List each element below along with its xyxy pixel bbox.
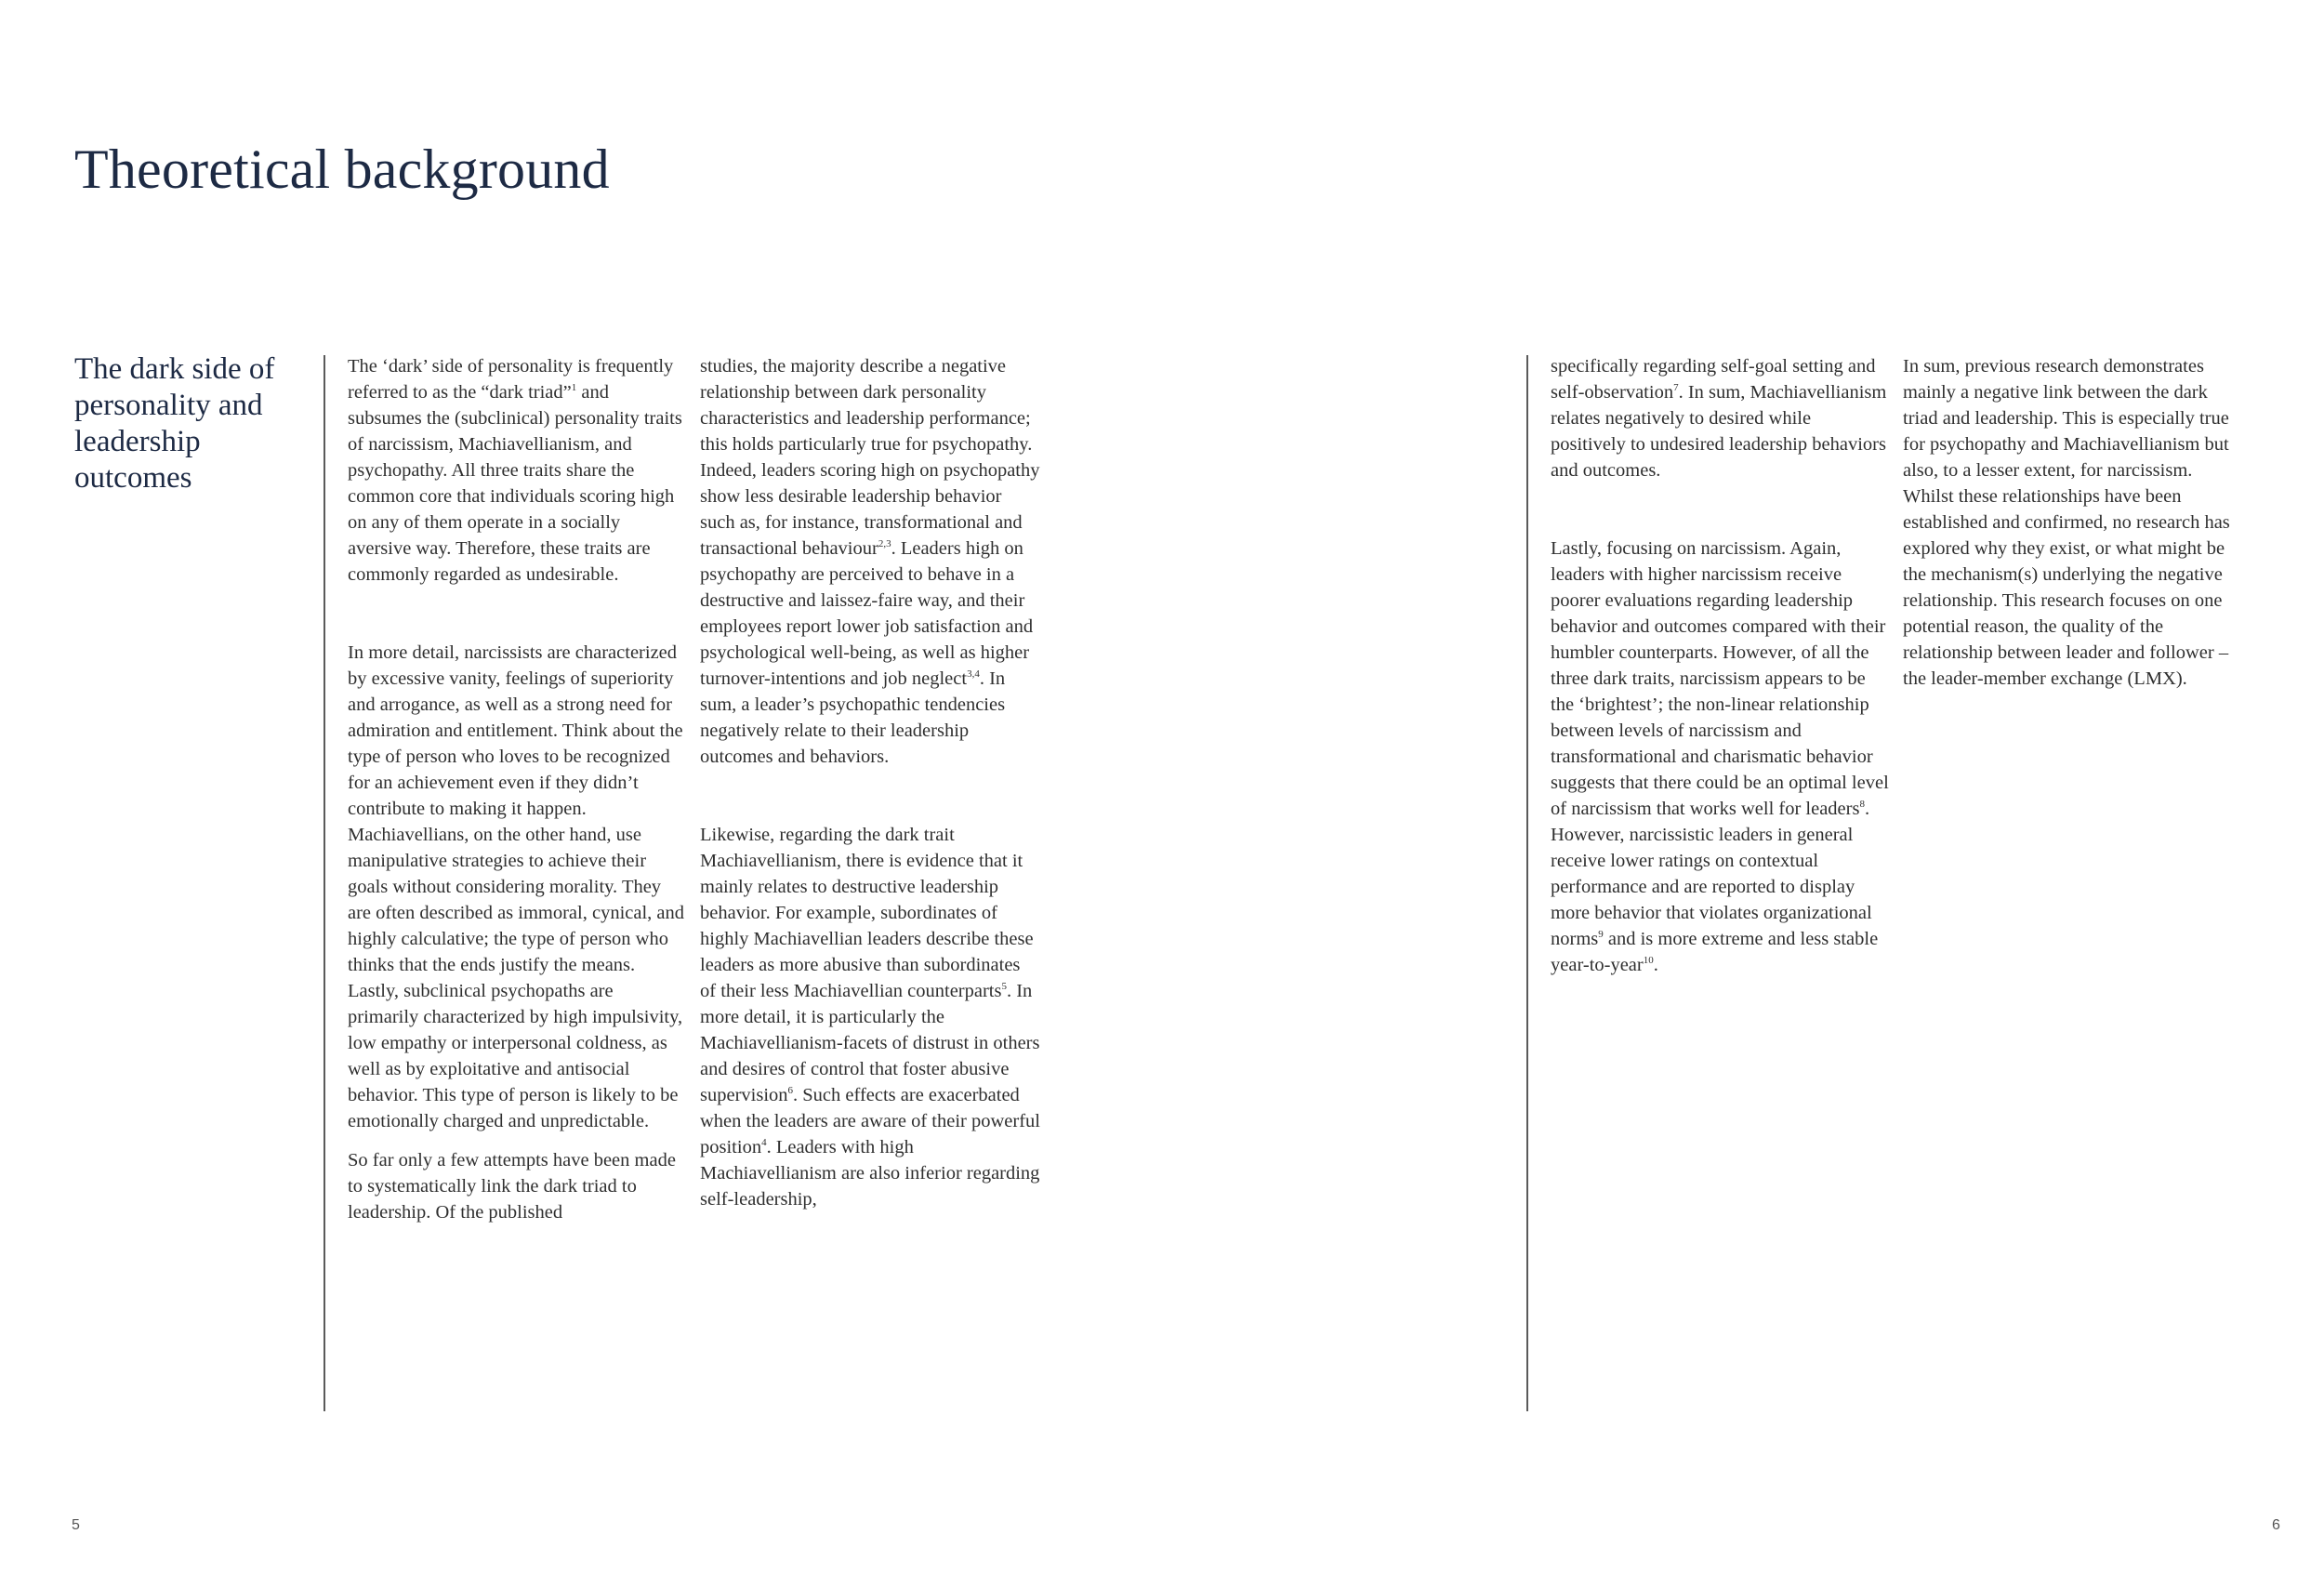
text-column-2 <box>700 353 1040 1212</box>
footnote-ref: 5 <box>1001 981 1007 993</box>
footnote-ref: 3,4 <box>967 668 980 681</box>
paragraph: In more detail, narcissists are characterized by excessive vanity, feelings of superiority and arrogance, as well as a strong need for admiration and entitlement. Think about the type of person who loves to be recognized for an achievement even if they didn’t contribute to making it happen. Machiavellians, on the other hand, use manipulative strategies to achieve their goals without considering morality. They are often described as immoral, cynical, and highly calculative; the type of person who thinks that the ends justify the means. Lastly, subclinical psychopaths are primarily characterized by high impulsivity, low empathy or interpersonal coldness, as well as by exploitative and antisocial behavior. This type of person is likely to be emotionally charged and unpredictable. <box>348 642 685 1131</box>
paragraph: Lastly, focusing on narcissism. Again, leaders with higher narcissism receive poorer evaluations regarding leadership behavior and outcomes compared with their humbler counterparts. However, of all the three dark traits, narcissism appears to be the ‘brightest’; the non-linear relationship between levels of narcissism and transformational and charismatic behavior suggests that there could be an optimal level of narcissism that works well for leaders$^8$. However, narcissistic leaders in general receive lower ratings on contextual performance and are reported to display more behavior that violates organizational norms$^9$ and is more extreme and less stable year-to-year$^{10}$. <box>1551 538 1889 975</box>
footnote-ref: 1 <box>571 382 577 394</box>
paragraph: So far only a few attempts have been made to systematically link the dark triad to leadership. Of the published <box>348 1150 676 1223</box>
footnote-ref: 10 <box>1643 955 1654 967</box>
text-column-1 <box>348 353 684 1225</box>
section-heading: The dark side of personality and leadership outcomes <box>74 352 275 495</box>
page-title: Theoretical background <box>74 139 610 200</box>
footnote-ref: 2,3 <box>878 538 891 550</box>
paragraph: The ‘dark’ side of personality is frequently referred to as the “dark triad”$^1$ and subsumes the (subclinical) personality traits of narcissism, Machiavellianism, and psychopathy. All three traits share the common core that individuals scoring high on any of them operate in a socially aversive way. Therefore, these traits are commonly regarded as undesirable. <box>348 356 682 585</box>
paragraph: studies, the majority describe a negative relationship between dark personality characteristics and leadership performance; this holds particularly true for psychopathy. Indeed, leaders scoring high on psychopathy show less desirable leadership behavior such as, for instance, transformational and transactional behaviour$^{2,3}$. Leaders high on psychopathy are perceived to behave in a destructive and laissez-faire way, and their employees report lower job satisfaction and psychological well-being, as well as higher turnover-intentions and job neglect$^{3,4}$. In sum, a leader’s psychopathic tendencies negatively relate to their leadership outcomes and behaviors. <box>700 356 1040 767</box>
page-number-right: 6 <box>2272 1517 2280 1533</box>
footnote-ref: 4 <box>761 1137 767 1149</box>
paragraph: In sum, previous research demonstrates mainly a negative link between the dark triad and leadership. This is especially true for psychopathy and Machiavellianism but also, to a lesser extent, for narcissism. Whilst these relationships have been established and confirmed, no research has explored why they exist, or what might be the mechanism(s) underlying the negative relationship. This research focuses on one potential reason, the quality of the relationship between leader and follower – the leader-member exchange (LMX). <box>1903 356 2230 689</box>
paragraph: specifically regarding self-goal setting and self-observation$^7$. In sum, Machiavellianism relates negatively to desired while positively to undesired leadership behaviors and outcomes. <box>1551 356 1887 481</box>
footnote-ref: 9 <box>1598 929 1604 941</box>
page-number-left: 5 <box>72 1517 80 1533</box>
footnote-ref: 7 <box>1673 382 1679 394</box>
column-divider-left <box>324 355 325 1411</box>
paragraph: Likewise, regarding the dark trait Machiavellianism, there is evidence that it mainly relates to destructive leadership behavior. For example, subordinates of highly Machiavellian leaders describe these leaders as more abusive than subordinates of their less Machiavellian counterparts$^5$. In more detail, it is particularly the Machiavellianism-facets of distrust in others and desires of control that foster abusive supervision$^6$. Such effects are exacerbated when the leaders are aware of their powerful position$^4$. Leaders with high Machiavellianism are also inferior regarding self-leadership, <box>700 825 1040 1210</box>
footnote-ref: 8 <box>1859 799 1865 811</box>
footnote-ref: 6 <box>787 1085 794 1097</box>
column-divider-right <box>1526 355 1528 1411</box>
text-column-4 <box>1903 353 2243 692</box>
text-column-3 <box>1551 353 1891 978</box>
